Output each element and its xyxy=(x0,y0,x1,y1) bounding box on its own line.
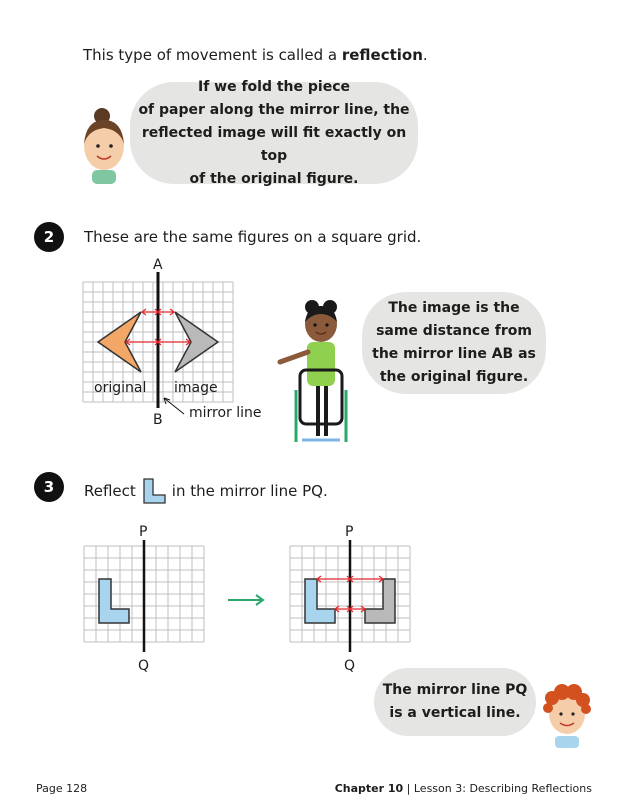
label-p: P xyxy=(345,524,354,540)
grid-figure-ab xyxy=(80,252,280,432)
page-number: Page 128 xyxy=(36,782,88,795)
label-b: B xyxy=(153,412,163,428)
original-l-shape xyxy=(305,579,335,623)
speech-bubble-vertical: The mirror line PQ is a vertical line. xyxy=(374,668,536,736)
question-2-text: These are the same figures on a square grid. xyxy=(84,228,422,246)
girl-avatar-bun xyxy=(80,108,128,186)
right-arrow-icon xyxy=(226,592,268,608)
label-q: Q xyxy=(344,658,356,674)
l-shape-icon xyxy=(142,478,166,504)
girl-wheelchair-avatar xyxy=(272,300,358,450)
speech-bubble-distance: The image is the same distance from the mirror line AB as the original figure. xyxy=(362,292,546,394)
intro-text: This type of movement is called a reflection. xyxy=(83,46,428,64)
intro-bold-word: reflection xyxy=(341,46,423,64)
speech-bubble-fold: If we fold the piece of paper along the mirror line, the reflected image will fit exactly on top of the original figure. xyxy=(130,82,418,184)
chapter-lesson-label: Chapter 10 | Lesson 3: Describing Reflections xyxy=(334,782,592,795)
question-number-3: 3 xyxy=(34,472,64,502)
label-p: P xyxy=(139,524,148,540)
question-number-2: 2 xyxy=(34,222,64,252)
label-original: original xyxy=(94,380,147,396)
grid-figure-pq-after xyxy=(286,522,416,682)
grid-figure-pq-before xyxy=(80,522,210,682)
label-mirror-line: mirror line xyxy=(189,405,262,421)
original-l-shape xyxy=(99,579,129,623)
label-a: A xyxy=(153,257,163,273)
label-q: Q xyxy=(138,658,150,674)
question-3-text: Reflect in the mirror line PQ. xyxy=(84,478,328,504)
reflected-l-shape xyxy=(365,579,395,623)
boy-avatar-curly xyxy=(538,680,596,748)
label-image: image xyxy=(174,380,218,396)
